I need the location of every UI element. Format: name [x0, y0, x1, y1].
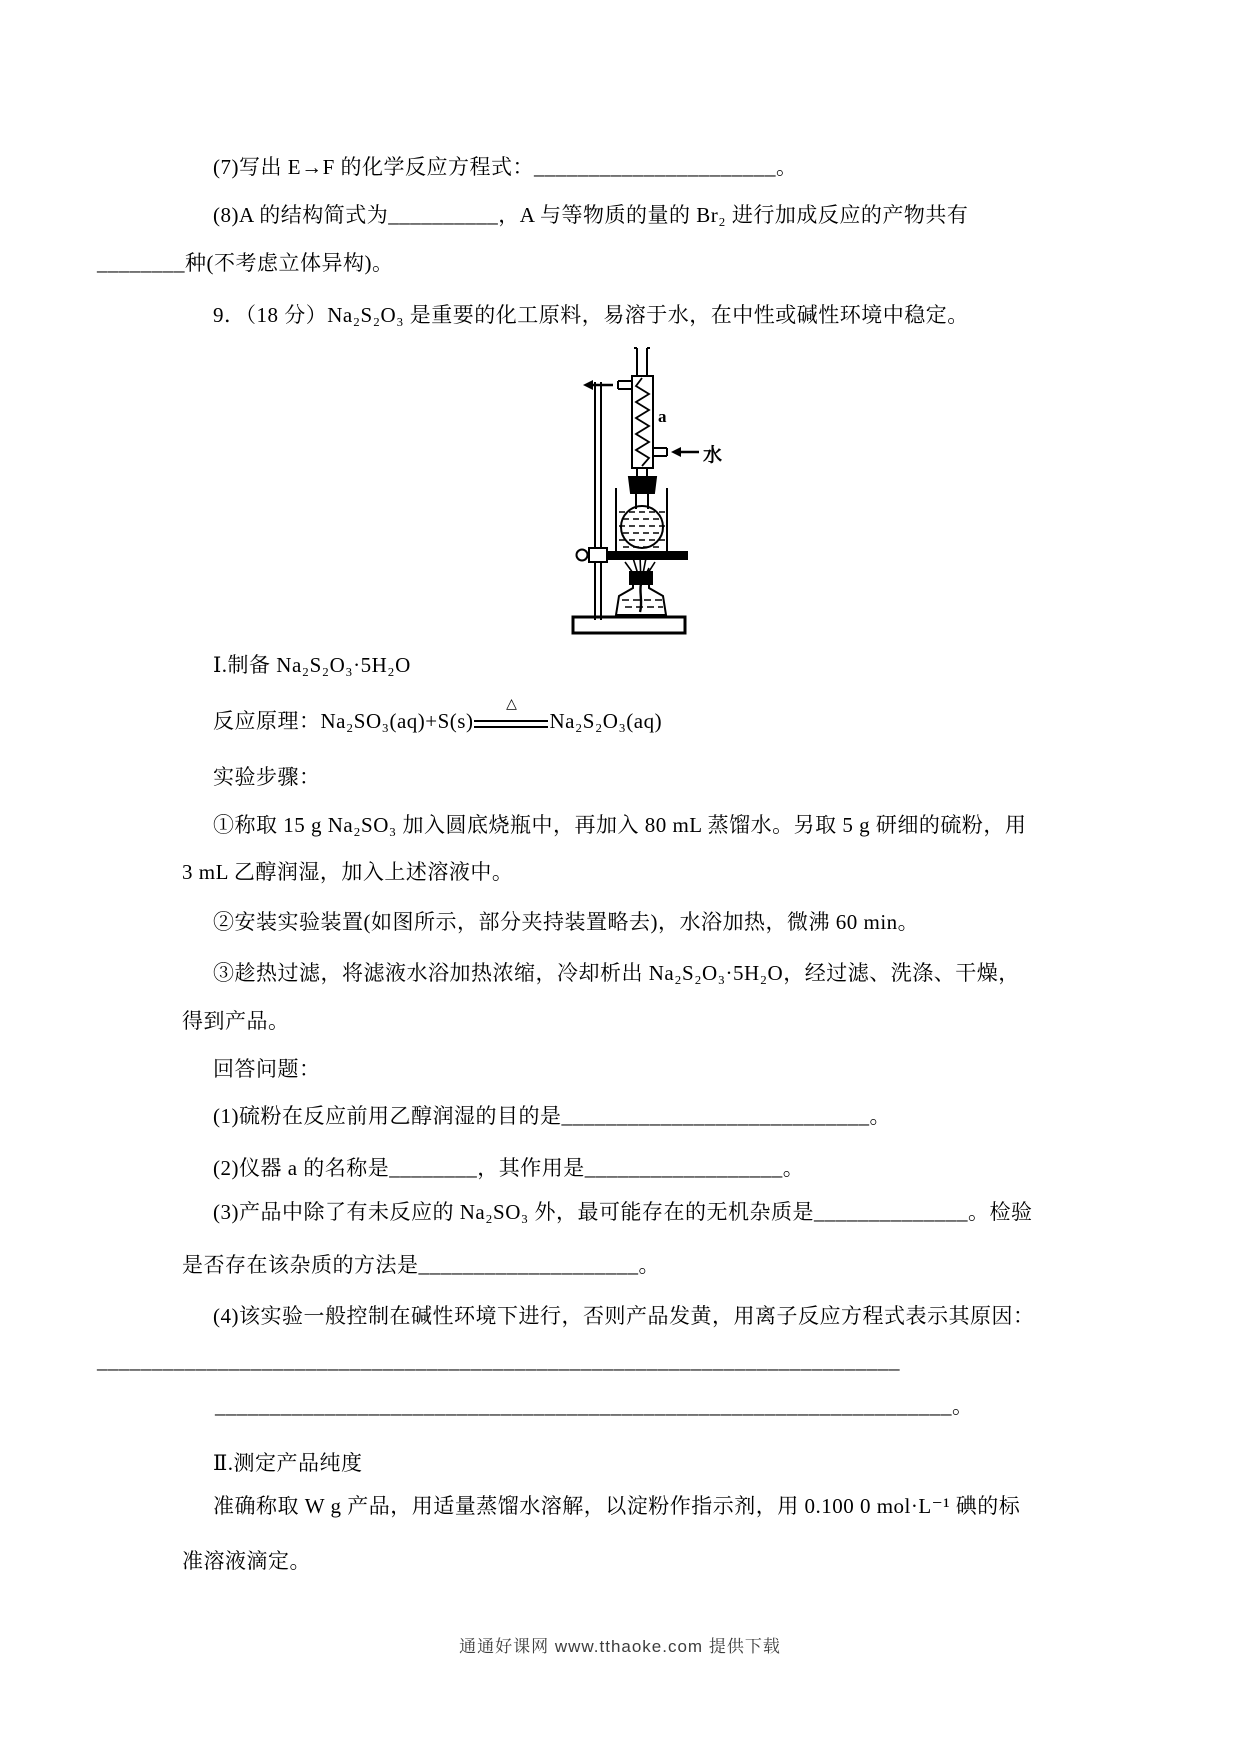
answer-blank-line-1: _________________________________________________________________________: [97, 1349, 900, 1373]
step-1-line-2: 3 mL 乙醇润湿，加入上述溶液中。: [182, 860, 514, 884]
stand-clamp[interactable]: [577, 548, 608, 562]
titration-line-2: 准溶液滴定。: [182, 1549, 311, 1573]
water-bath-beaker: [616, 488, 667, 552]
water-outlet-tube: [618, 381, 632, 389]
titration-line: 准确称取 W g 产品，用适量蒸馏水溶解，以淀粉作指示剂，用 0.100 0 mol·L⁻¹ 碘的标: [213, 1494, 1021, 1518]
question-8-line: (8)A 的结构简式为__________，A 与等物质的量的 Br₂ 进行加成反应的产物共有: [213, 203, 969, 227]
reaction-principle-line: [213, 697, 663, 736]
step-3-line-2: 得到产品。: [182, 1009, 290, 1033]
equation-right: Na₂S₂O₃(aq): [549, 709, 663, 733]
condenser-label-a: a: [658, 407, 667, 426]
step-1-line: ①称取 15 g Na₂SO₃ 加入圆底烧瓶中，再加入 80 mL 蒸馏水。另取 5 g 研细的硫粉，用: [213, 813, 1027, 837]
section-1-heading: Ⅰ.制备 Na₂S₂O₃·5H₂O: [213, 653, 411, 677]
equation-left: 反应原理：Na₂SO₃(aq)+S(s): [213, 709, 474, 733]
question-9-stem: 9．（18 分）Na₂S₂O₃ 是重要的化工原料，易溶于水，在中性或碱性环境中稳定。: [213, 303, 969, 327]
sub-question-2: (2)仪器 a 的名称是________，其作用是__________________。: [213, 1156, 805, 1180]
heating-condition-sign: [474, 697, 548, 735]
apparatus-diagram: [505, 336, 745, 638]
answer-blank-line-2: ___________________________________________________________________。: [215, 1394, 974, 1418]
steps-heading: 实验步骤：: [213, 765, 321, 789]
question-7-line: (7)写出 E→F 的化学反应方程式：______________________。: [213, 155, 798, 179]
delta-symbol: △: [506, 697, 517, 712]
section-2-heading: Ⅱ.测定产品纯度: [213, 1451, 363, 1475]
water-label: 水: [703, 445, 723, 466]
water-out-arrow: [583, 380, 613, 390]
wire-gauze: [608, 552, 687, 559]
step-2-line: ②安装实验装置(如图所示，部分夹持装置略去)，水浴加热，微沸 60 min。: [213, 910, 920, 934]
condenser-coil: [636, 378, 649, 466]
question-8-line-2: ________种(不考虑立体异构)。: [97, 251, 394, 275]
water-inlet-tube: [653, 448, 667, 456]
condenser-top-tube: [634, 348, 650, 376]
sub-question-3: (3)产品中除了有未反应的 Na₂SO₃ 外，最可能存在的无机杂质是______________。检验: [213, 1200, 1033, 1224]
water-in-arrow: [671, 447, 699, 457]
stand-base: [573, 617, 685, 633]
sub-question-3-line-2: 是否存在该杂质的方法是____________________。: [182, 1253, 660, 1277]
answer-heading: 回答问题：: [213, 1057, 321, 1081]
stand-pole: [595, 382, 601, 620]
lamp-wick: [640, 584, 641, 612]
footer-watermark: 通通好课网 www.tthaoke.com 提供下载: [459, 1637, 781, 1656]
sub-question-1: (1)硫粉在反应前用乙醇润湿的目的是____________________________。: [213, 1104, 891, 1128]
stopper: [629, 477, 656, 493]
step-3-line: ③趁热过滤，将滤液水浴加热浓缩，冷却析出 Na₂S₂O₃·5H₂O，经过滤、洗涤、干燥，: [213, 961, 1020, 985]
double-bond-line: [474, 720, 548, 728]
lamp-wick-holder: [630, 572, 652, 584]
sub-question-4: (4)该实验一般控制在碱性环境下进行，否则产品发黄，用离子反应方程式表示其原因：: [213, 1304, 1035, 1328]
